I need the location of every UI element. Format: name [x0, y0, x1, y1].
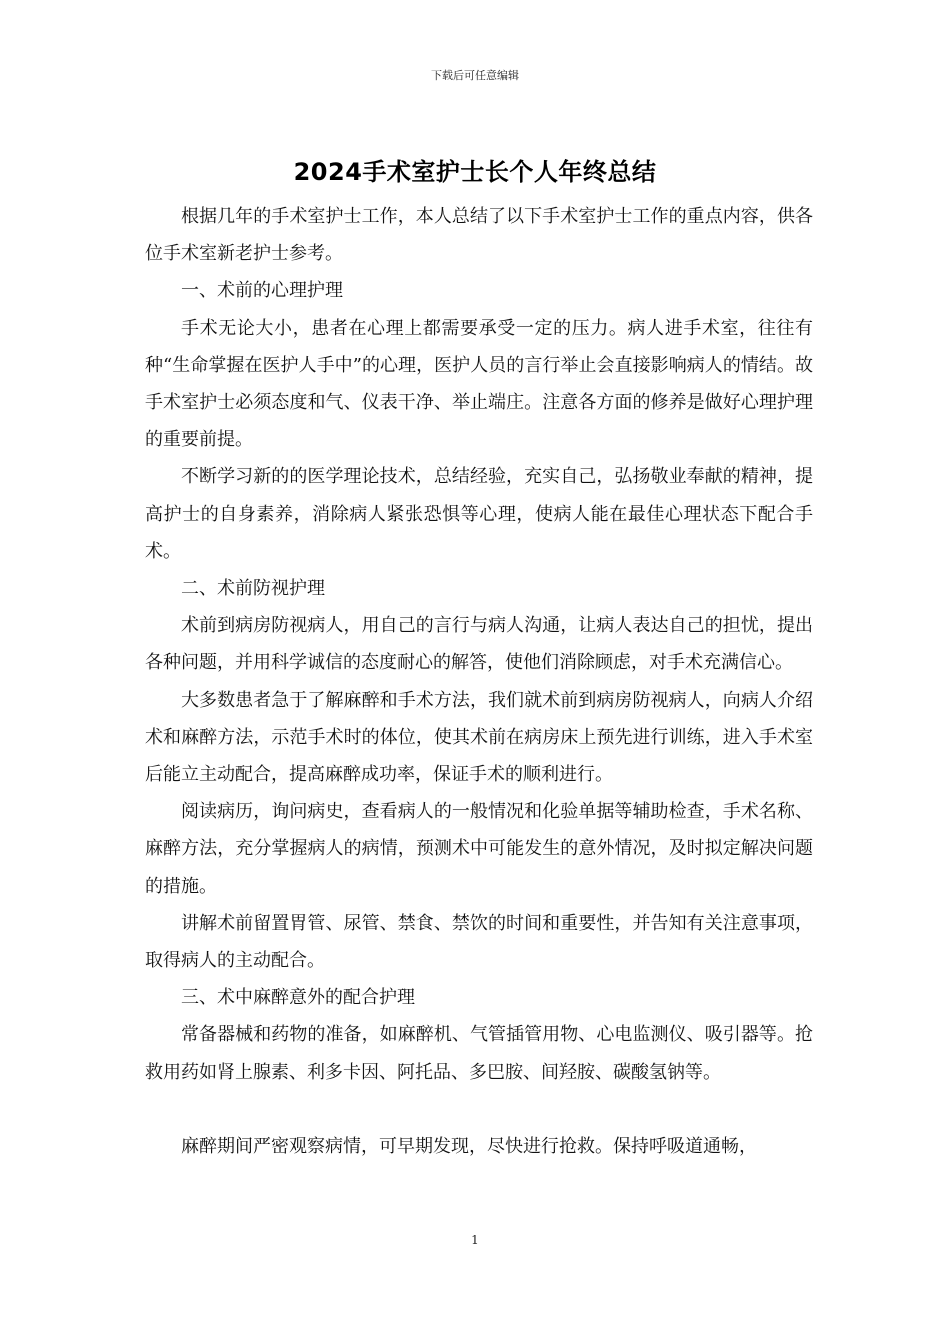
paragraph-intro: 根据几年的手术室护士工作，本人总结了以下手术室护士工作的重点内容，供各位手术室新老护士参考。 [145, 206, 813, 265]
header-note: 下载后可任意编辑 [431, 69, 519, 82]
document-title: 2024手术室护士长个人年终总结 [293, 158, 657, 186]
paragraph: 常备器械和药物的准备，如麻醉机、气管插管用物、心电监测仪、吸引器等。抢救用药如肾上腺素、利多卡因、阿托品、多巴胺、间羟胺、碳酸氢钠等。 [145, 1024, 813, 1083]
paragraph: 手术无论大小，患者在心理上都需要承受一定的压力。病人进手术室，往往有种“生命掌握在医护人手中”的心理，医护人员的言行举止会直接影响病人的情结。故手术室护士必须态度和气、仪表干净、举止端庄。注意各方面的修养是做好心理护理的重要前提。 [145, 317, 813, 451]
section-heading-3: 三、术中麻醉意外的配合护理 [181, 987, 415, 1009]
blank-line [145, 1091, 813, 1128]
section-heading-1: 一、术前的心理护理 [181, 280, 343, 302]
paragraph: 阅读病历，询问病史，查看病人的一般情况和化验单据等辅助检查，手术名称、麻醉方法，充分掌握病人的病情，预测术中可能发生的意外情况，及时拟定解决问题的措施。 [145, 801, 813, 897]
section-heading-2: 二、术前防视护理 [181, 578, 325, 600]
paragraph: 讲解术前留置胃管、尿管、禁食、禁饮的时间和重要性，并告知有关注意事项，取得病人的主动配合。 [145, 912, 813, 972]
page-number: 1 [471, 1233, 479, 1247]
paragraph: 术前到病房防视病人，用自己的言行与病人沟通，让病人表达自己的担忧，提出各种问题，并用科学诚信的态度耐心的解答，使他们消除顾虑，对手术充满信心。 [145, 615, 813, 674]
paragraph: 不断学习新的的医学理论技术，总结经验，充实自己，弘扬敬业奉献的精神，提高护士的自身素养，消除病人紧张恐惧等心理，使病人能在最佳心理状态下配合手术。 [145, 466, 813, 562]
document-body [145, 198, 813, 1165]
paragraph: 麻醉期间严密观察病情，可早期发现，尽快进行抢救。保持呼吸道通畅， [181, 1135, 757, 1157]
paragraph: 大多数患者急于了解麻醉和手术方法，我们就术前到病房防视病人，向病人介绍术和麻醉方法，示范手术时的体位，使其术前在病房床上预先进行训练，进入手术室后能立主动配合，提高麻醉成功率，保证手术的顺利进行。 [145, 689, 813, 786]
